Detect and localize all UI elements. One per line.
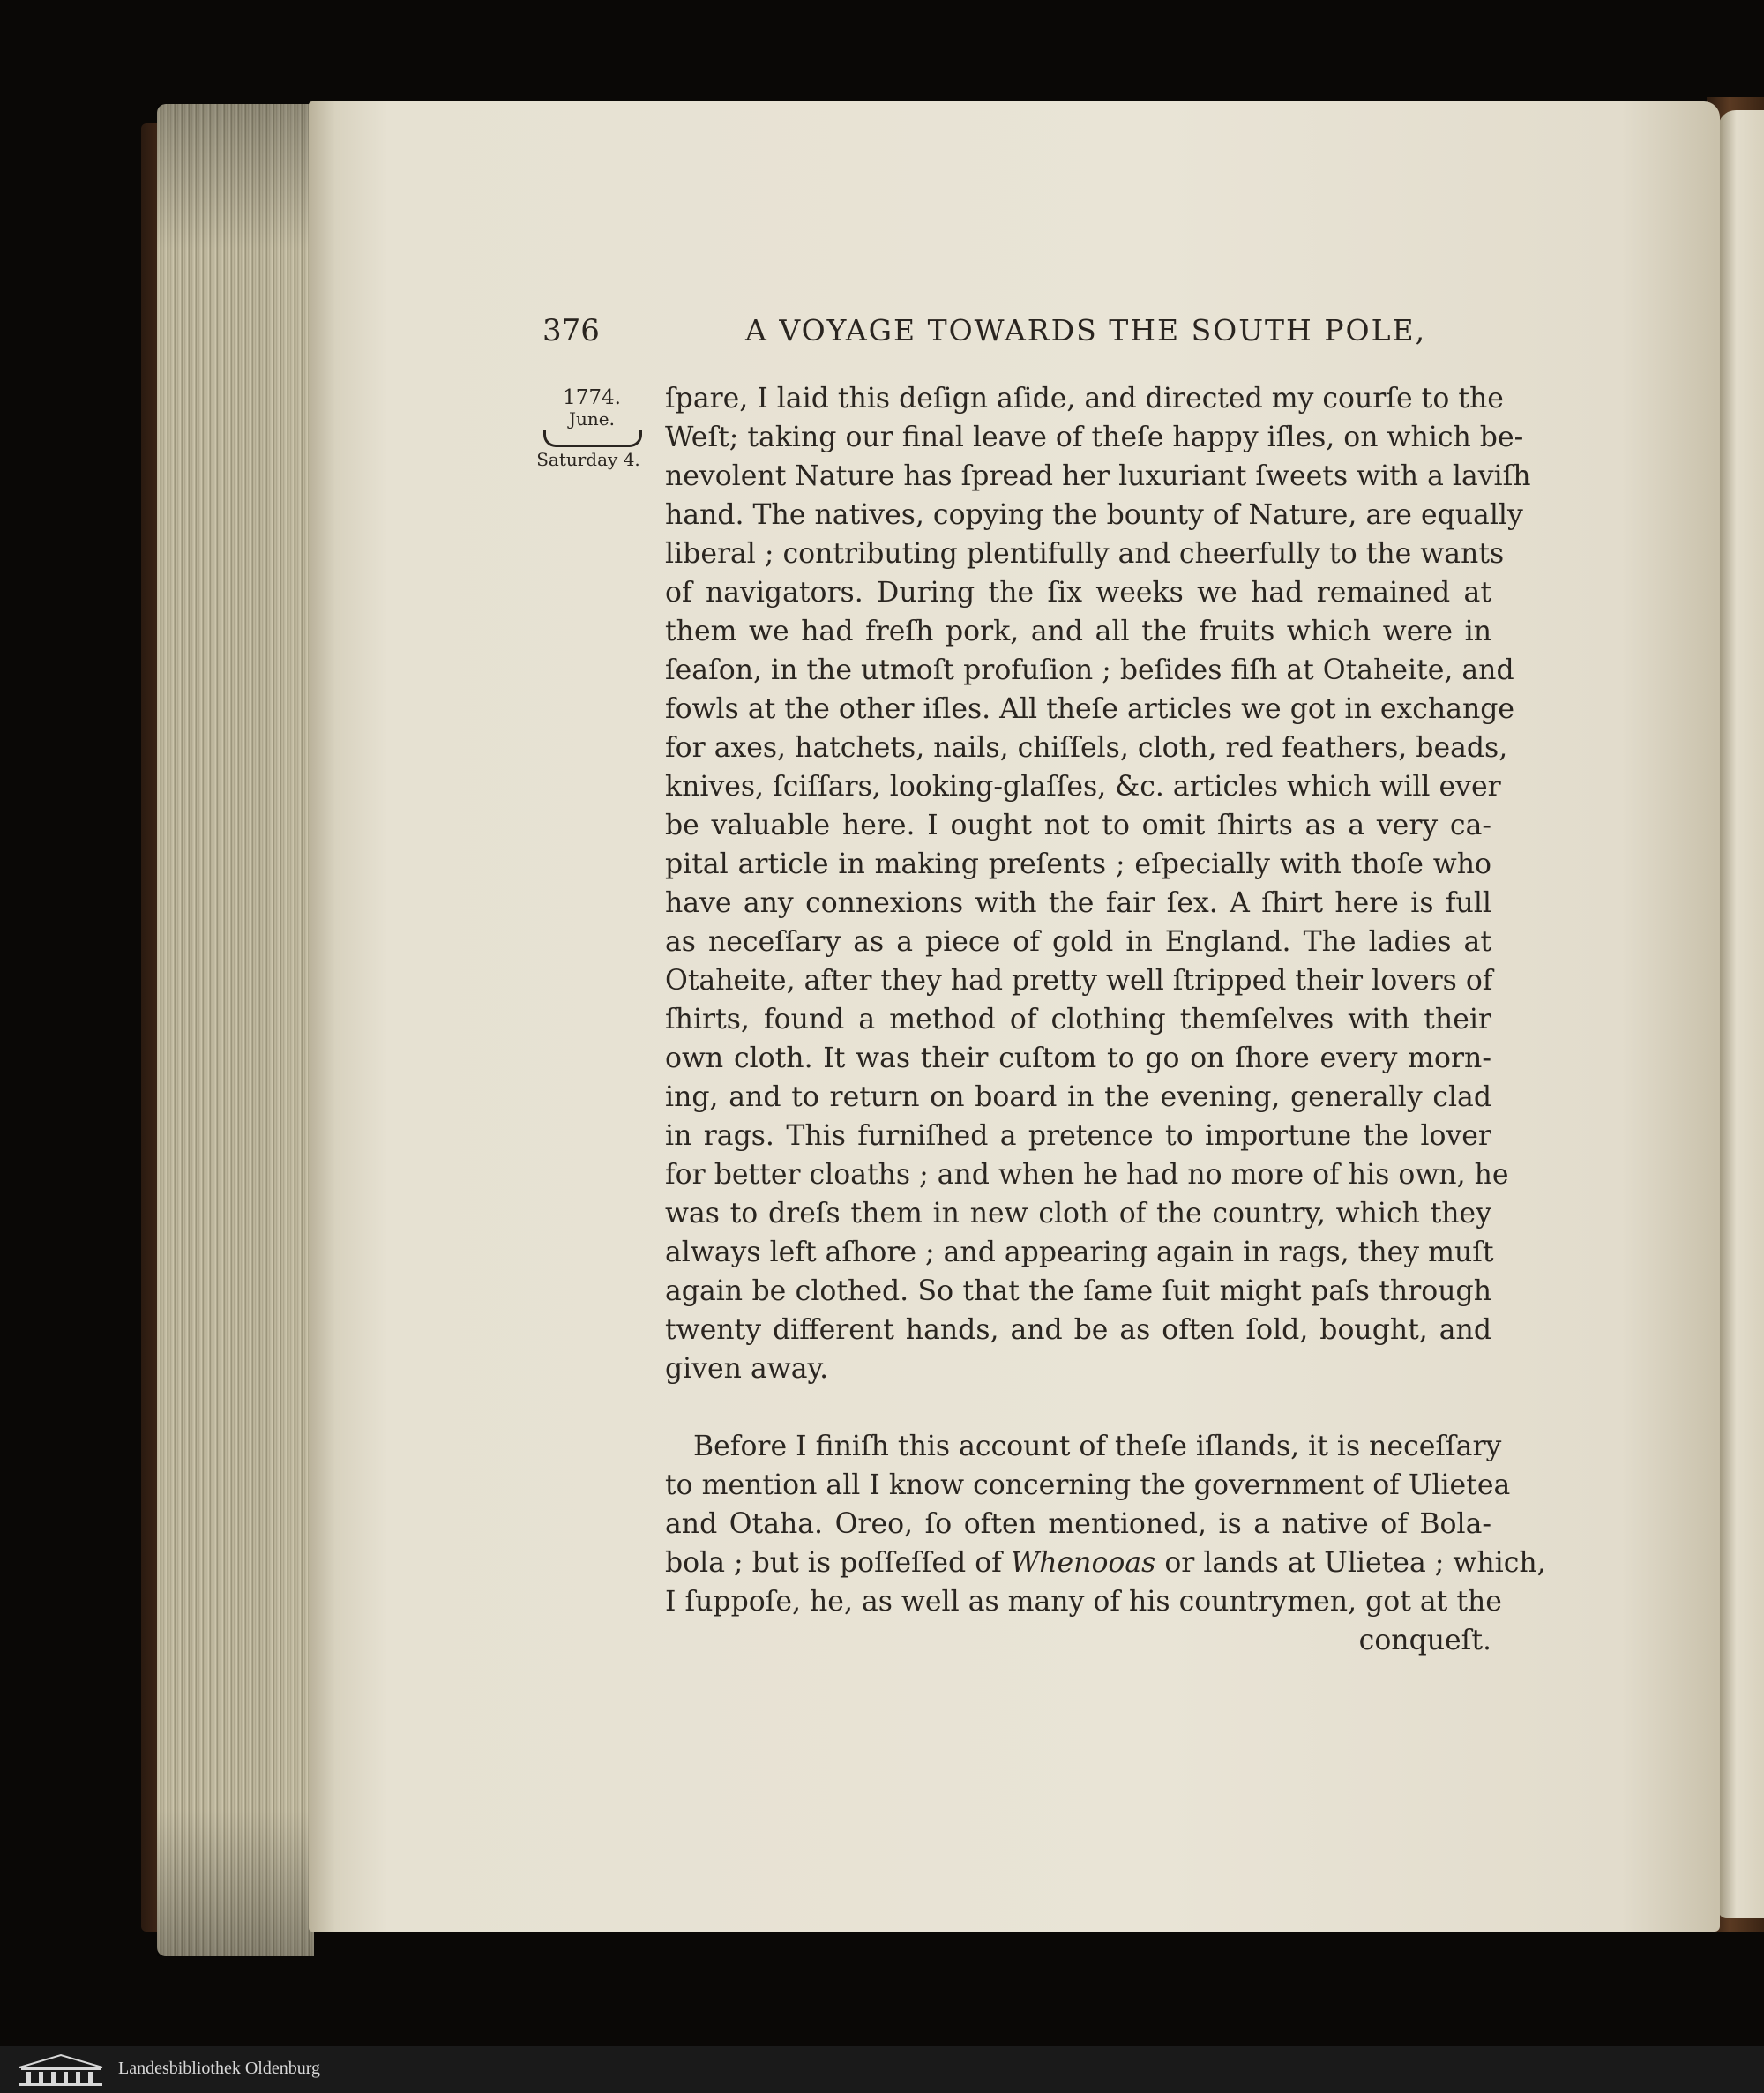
page-header <box>542 313 1495 366</box>
library-building-icon <box>12 2053 109 2087</box>
library-name: Landesbibliothek Oldenburg <box>118 2059 321 2078</box>
text-line: them we had freſh pork, and all the fruits which were in <box>665 616 1491 647</box>
margin-note-month: June. <box>569 408 615 430</box>
text-fragment: bola ; but is poſſeſſed of <box>665 1547 1011 1579</box>
text-line: pital article in making preſents ; eſpecially with thoſe who <box>665 848 1491 880</box>
text-line: I ſuppoſe, he, as well as many of his countrymen, got at the <box>665 1586 1502 1618</box>
margin-note-day: Saturday 4. <box>536 449 640 470</box>
text-line: Otaheite, after they had pretty well ſtripped their lovers of <box>665 965 1493 997</box>
text-line: given away. <box>665 1353 829 1385</box>
text-line: twenty different hands, and be as often ſold, bought, and <box>665 1314 1491 1346</box>
text-line: liberal ; contributing plentifully and cheerfully to the wants <box>665 538 1505 570</box>
text-line: to mention all I know concerning the government of Ulietea <box>665 1469 1511 1501</box>
text-fragment: or lands at Ulietea ; which, <box>1155 1547 1546 1579</box>
text-line: and Otaha. Oreo, ſo often mentioned, is a native of Bola- <box>665 1508 1491 1540</box>
text-line: ing, and to return on board in the evening, generally clad <box>665 1081 1491 1113</box>
margin-note-year: 1774. <box>563 386 621 409</box>
text-line: as neceſſary as a piece of gold in England. The ladies at <box>665 926 1491 958</box>
text-line: nevolent Nature has ſpread her luxuriant ſweets with a laviſh <box>665 460 1531 492</box>
margin-note <box>534 386 649 472</box>
paragraph-1 <box>665 379 1531 1388</box>
page-edges <box>157 104 314 1956</box>
page-number: 376 <box>542 313 600 348</box>
paragraph-2 <box>665 1427 1546 1660</box>
text-line: of navigators. During the ſix weeks we had remained at <box>665 577 1491 609</box>
body-text <box>665 379 1546 1660</box>
text-line: have any connexions with the fair ſex. A ſhirt here is full <box>665 887 1491 919</box>
opposite-page-edge <box>1718 110 1764 1918</box>
text-line: in rags. This furniſhed a pretence to importune the lover <box>665 1120 1491 1152</box>
text-line: Before I finiſh this account of theſe iſlands, it is neceſſary <box>693 1431 1502 1462</box>
margin-brace-icon <box>543 430 642 447</box>
text-line: own cloth. It was their cuſtom to go on ſhore every morn- <box>665 1043 1491 1074</box>
text-line: was to dreſs them in new cloth of the country, which they <box>665 1198 1491 1230</box>
text-line: for axes, hatchets, nails, chiſſels, cloth, red feathers, beads, <box>665 732 1508 764</box>
text-line: ſhirts, found a method of clothing themſelves with their <box>665 1004 1491 1035</box>
italic-term: Whenooas <box>1010 1547 1156 1579</box>
footer-bar <box>0 2046 1764 2093</box>
text-line: knives, ſciſſars, looking-glaſſes, &c. articles which will ever <box>665 771 1501 803</box>
text-line: be valuable here. I ought not to omit ſhirts as a very ca- <box>665 810 1491 841</box>
text-line: again be clothed. So that the ſame ſuit might paſs through <box>665 1275 1491 1307</box>
text-line: ſpare, I laid this deſign aſide, and directed my courſe to the <box>665 383 1504 415</box>
text-line: hand. The natives, copying the bounty of Nature, are equally <box>665 499 1523 531</box>
text-line <box>665 1544 1546 1582</box>
text-line: for better cloaths ; and when he had no more of his own, he <box>665 1159 1509 1191</box>
running-title: A VOYAGE TOWARDS THE SOUTH POLE, <box>745 313 1427 348</box>
text-line: always left aſhore ; and appearing again in rags, they muſt <box>665 1237 1494 1268</box>
text-line: fowls at the other iſles. All theſe articles we got in exchange <box>665 693 1515 725</box>
catchword: conqueſt. <box>1358 1625 1491 1656</box>
paragraph-gap <box>665 1388 1491 1427</box>
text-line: ſeaſon, in the utmoſt profuſion ; beſides fiſh at Otaheite, and <box>665 654 1514 686</box>
text-line: Weſt; taking our final leave of theſe happy iſles, on which be- <box>665 422 1524 453</box>
